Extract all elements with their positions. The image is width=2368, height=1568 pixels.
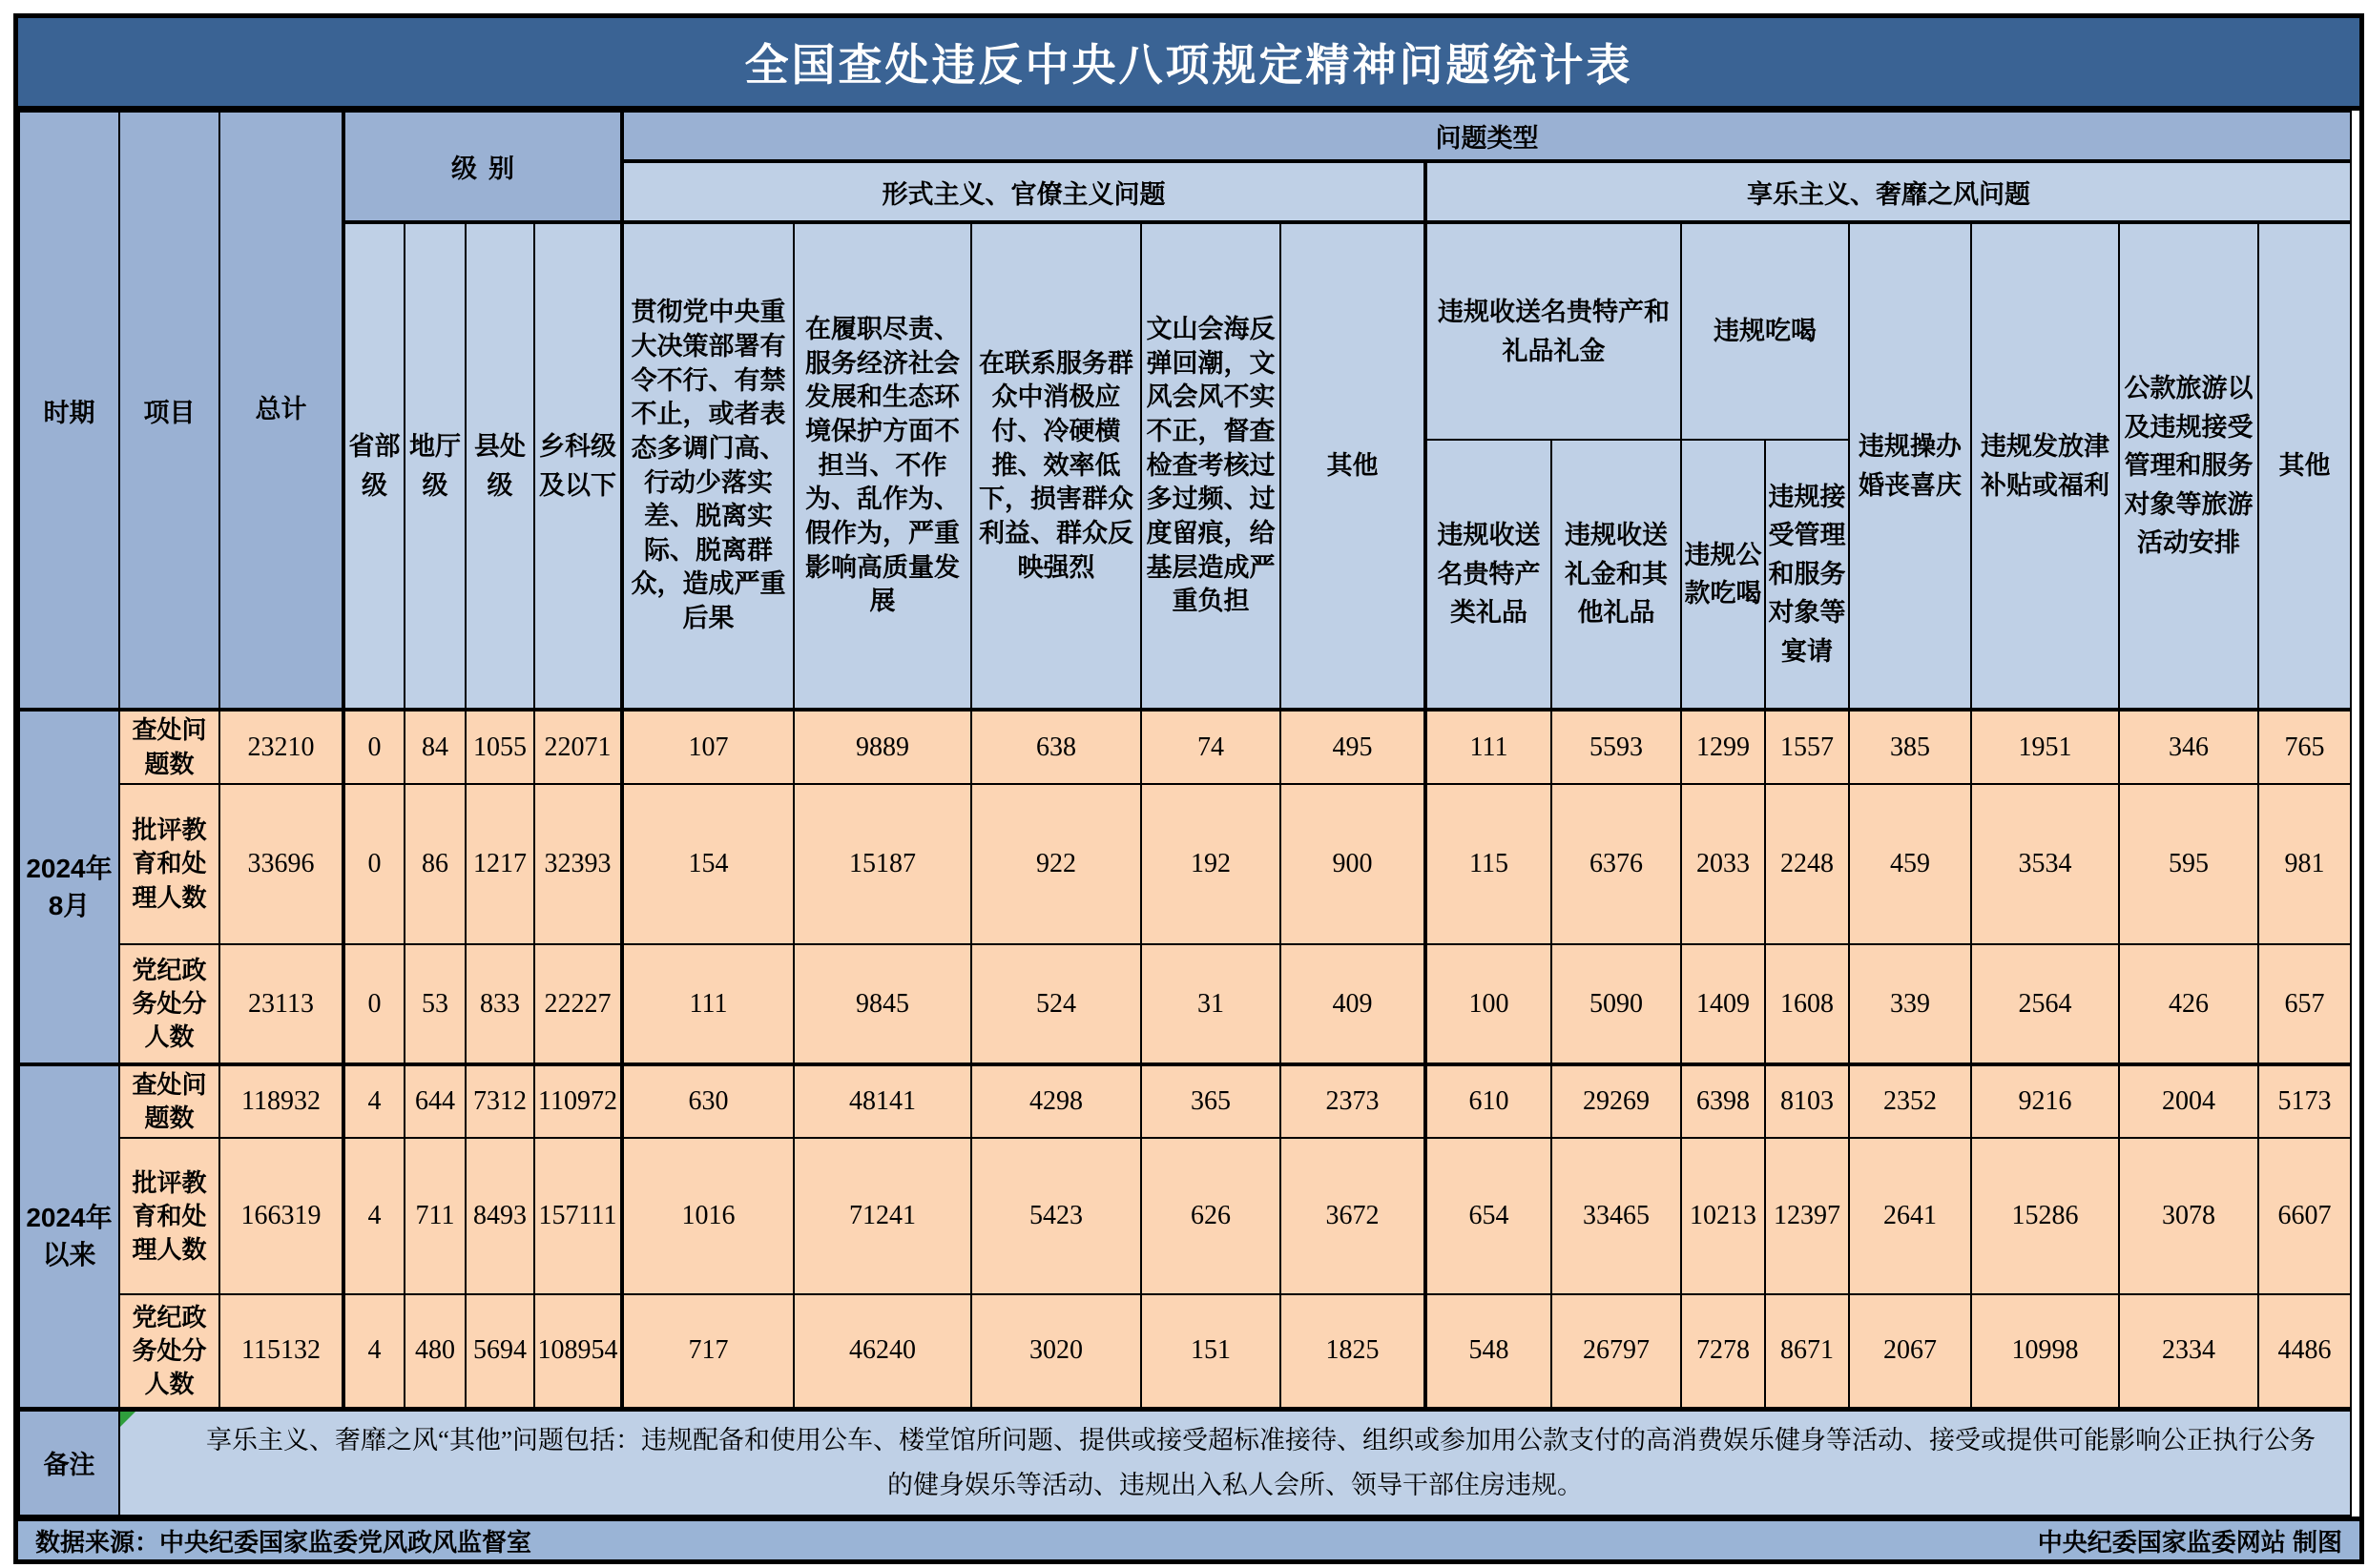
data-cell: 3020 (971, 1294, 1141, 1409)
data-cell: 6376 (1551, 784, 1681, 944)
data-cell: 111 (1425, 710, 1551, 784)
data-cell: 1409 (1681, 944, 1765, 1064)
header-problem-type: 问题类型 (622, 112, 2351, 161)
data-cell: 7278 (1681, 1294, 1765, 1409)
data-cell: 46240 (794, 1294, 971, 1409)
header-level-col-4: 乡科级及以下 (534, 222, 622, 710)
period-cell: 2024年以来 (19, 1064, 119, 1409)
data-cell: 922 (971, 784, 1141, 944)
data-cell: 2334 (2119, 1294, 2258, 1409)
data-cell: 765 (2258, 710, 2351, 784)
data-cell: 23210 (219, 710, 343, 784)
data-cell: 5090 (1551, 944, 1681, 1064)
data-cell: 23113 (219, 944, 343, 1064)
data-cell: 15286 (1971, 1138, 2119, 1294)
data-cell: 53 (405, 944, 466, 1064)
data-cell: 4298 (971, 1064, 1141, 1138)
data-cell: 74 (1141, 710, 1280, 784)
data-cell: 4486 (2258, 1294, 2351, 1409)
data-cell: 717 (622, 1294, 794, 1409)
data-cell: 86 (405, 784, 466, 944)
data-cell: 0 (343, 784, 405, 944)
data-cell: 495 (1280, 710, 1425, 784)
header-level-col-2: 地厅级 (405, 222, 466, 710)
data-cell: 833 (466, 944, 534, 1064)
header-hedonism-subcol-3: 违规公款吃喝 (1681, 440, 1765, 710)
excel-corner-mark (120, 1412, 135, 1427)
header-hedonism-group: 享乐主义、奢靡之风问题 (1425, 161, 2351, 222)
item-label: 党纪政务处分人数 (119, 944, 219, 1064)
header-formalism-group: 形式主义、官僚主义问题 (622, 161, 1425, 222)
data-cell: 644 (405, 1064, 466, 1138)
data-cell: 71241 (794, 1138, 971, 1294)
header-period: 时期 (19, 112, 119, 710)
header-hedonism-subcol-1: 违规收送名贵特产类礼品 (1425, 440, 1551, 710)
data-cell: 4 (343, 1064, 405, 1138)
data-cell: 610 (1425, 1064, 1551, 1138)
data-cell: 1217 (466, 784, 534, 944)
page-title: 全国查处违反中央八项规定精神问题统计表 (744, 41, 1633, 90)
data-cell: 630 (622, 1064, 794, 1138)
data-cell: 8103 (1765, 1064, 1849, 1138)
table-frame (13, 13, 2364, 1564)
data-cell: 626 (1141, 1138, 1280, 1294)
data-cell: 346 (2119, 710, 2258, 784)
data-cell: 1557 (1765, 710, 1849, 784)
item-label: 批评教育和处理人数 (119, 784, 219, 944)
header-travel: 公款旅游以及违规接受管理和服务对象等旅游活动安排 (2119, 222, 2258, 710)
data-cell: 9889 (794, 710, 971, 784)
data-cell: 0 (343, 710, 405, 784)
data-cell: 385 (1849, 710, 1971, 784)
data-cell: 409 (1280, 944, 1425, 1064)
data-cell: 5173 (2258, 1064, 2351, 1138)
data-cell: 657 (2258, 944, 2351, 1064)
item-label: 党纪政务处分人数 (119, 1294, 219, 1409)
data-cell: 480 (405, 1294, 466, 1409)
data-cell: 654 (1425, 1138, 1551, 1294)
data-cell: 84 (405, 710, 466, 784)
data-cell: 9216 (1971, 1064, 2119, 1138)
data-cell: 595 (2119, 784, 2258, 944)
data-cell: 339 (1849, 944, 1971, 1064)
period-cell: 2024年8月 (19, 710, 119, 1064)
item-label: 查处问题数 (119, 710, 219, 784)
header-gifts-group: 违规收送名贵特产和礼品礼金 (1425, 222, 1681, 440)
data-cell: 548 (1425, 1294, 1551, 1409)
statistics-table (18, 111, 2352, 1516)
data-cell: 2373 (1280, 1064, 1425, 1138)
data-cell: 100 (1425, 944, 1551, 1064)
data-cell: 111 (622, 944, 794, 1064)
data-cell: 9845 (794, 944, 971, 1064)
data-cell: 32393 (534, 784, 622, 944)
data-cell: 2564 (1971, 944, 2119, 1064)
header-item: 项目 (119, 112, 219, 710)
header-level-col-3: 县处级 (466, 222, 534, 710)
data-cell: 10998 (1971, 1294, 2119, 1409)
remark-label: 备注 (19, 1409, 119, 1516)
data-cell: 711 (405, 1138, 466, 1294)
data-cell: 22227 (534, 944, 622, 1064)
data-cell: 2641 (1849, 1138, 1971, 1294)
data-cell: 2004 (2119, 1064, 2258, 1138)
data-cell: 2352 (1849, 1064, 1971, 1138)
data-cell: 426 (2119, 944, 2258, 1064)
data-cell: 4 (343, 1294, 405, 1409)
header-formalism-col-1: 贯彻党中央重大决策部署有令不行、有禁不止，或者表态多调门高、行动少落实差、脱离实际、脱离群众，造成严重后果 (622, 222, 794, 710)
footer-credit: 中央纪委国家监委网站 制图 (2037, 1527, 2342, 1557)
data-cell: 6398 (1681, 1064, 1765, 1138)
header-hedonism-subcol-2: 违规收送礼金和其他礼品 (1551, 440, 1681, 710)
item-label: 批评教育和处理人数 (119, 1138, 219, 1294)
footer-bar (18, 1516, 2359, 1559)
data-cell: 900 (1280, 784, 1425, 944)
header-hedonism-other: 其他 (2258, 222, 2351, 710)
data-cell: 4 (343, 1138, 405, 1294)
header-formalism-col-3: 在联系服务群众中消极应付、冷硬横推、效率低下，损害群众利益、群众反映强烈 (971, 222, 1141, 710)
data-cell: 10213 (1681, 1138, 1765, 1294)
data-cell: 5593 (1551, 710, 1681, 784)
data-cell: 166319 (219, 1138, 343, 1294)
data-cell: 118932 (219, 1064, 343, 1138)
data-cell: 2248 (1765, 784, 1849, 944)
data-cell: 1299 (1681, 710, 1765, 784)
header-level-col-1: 省部级 (343, 222, 405, 710)
data-cell: 6607 (2258, 1138, 2351, 1294)
data-cell: 1951 (1971, 710, 2119, 784)
data-cell: 8493 (466, 1138, 534, 1294)
data-cell: 22071 (534, 710, 622, 784)
data-cell: 638 (971, 710, 1141, 784)
header-allowances: 违规发放津补贴或福利 (1971, 222, 2119, 710)
data-cell: 1825 (1280, 1294, 1425, 1409)
data-cell: 154 (622, 784, 794, 944)
header-formalism-other: 其他 (1280, 222, 1425, 710)
header-hedonism-subcol-4: 违规接受管理和服务对象等宴请 (1765, 440, 1849, 710)
header-weddings: 违规操办婚丧喜庆 (1849, 222, 1971, 710)
data-cell: 33465 (1551, 1138, 1681, 1294)
data-cell: 157111 (534, 1138, 622, 1294)
title-bar (18, 18, 2359, 111)
data-cell: 524 (971, 944, 1141, 1064)
data-cell: 0 (343, 944, 405, 1064)
data-cell: 2067 (1849, 1294, 1971, 1409)
remark-cell (119, 1409, 2351, 1516)
data-cell: 8671 (1765, 1294, 1849, 1409)
data-cell: 48141 (794, 1064, 971, 1138)
data-cell: 3534 (1971, 784, 2119, 944)
data-cell: 33696 (219, 784, 343, 944)
data-cell: 1016 (622, 1138, 794, 1294)
remark-text: 享乐主义、奢靡之风“其他”问题包括：违规配备和使用公车、楼堂馆所问题、提供或接受超标准接待、组织或参加用公款支付的高消费娱乐健身等活动、接受或提供可能影响公正执行公务的健身娱乐等活动、违规出入私人会所、领导干部住房违规。 (206, 1425, 2316, 1499)
header-formalism-col-2: 在履职尽责、服务经济社会发展和生态环境保护方面不担当、不作为、乱作为、假作为，严重影响高质量发展 (794, 222, 971, 710)
data-cell: 3078 (2119, 1138, 2258, 1294)
data-cell: 1608 (1765, 944, 1849, 1064)
data-cell: 26797 (1551, 1294, 1681, 1409)
data-cell: 192 (1141, 784, 1280, 944)
data-cell: 29269 (1551, 1064, 1681, 1138)
data-cell: 108954 (534, 1294, 622, 1409)
data-cell: 115 (1425, 784, 1551, 944)
footer-source: 数据来源：中央纪委国家监委党风政风监督室 (35, 1527, 532, 1557)
data-cell: 107 (622, 710, 794, 784)
data-cell: 31 (1141, 944, 1280, 1064)
data-cell: 1055 (466, 710, 534, 784)
header-formalism-col-4: 文山会海反弹回潮，文风会风不实不正，督查检查考核过多过频、过度留痕，给基层造成严重负担 (1141, 222, 1280, 710)
data-cell: 459 (1849, 784, 1971, 944)
item-label: 查处问题数 (119, 1064, 219, 1138)
data-cell: 15187 (794, 784, 971, 944)
data-cell: 5694 (466, 1294, 534, 1409)
data-cell: 365 (1141, 1064, 1280, 1138)
data-cell: 3672 (1280, 1138, 1425, 1294)
data-cell: 12397 (1765, 1138, 1849, 1294)
data-cell: 110972 (534, 1064, 622, 1138)
data-cell: 981 (2258, 784, 2351, 944)
header-dining-group: 违规吃喝 (1681, 222, 1849, 440)
data-cell: 151 (1141, 1294, 1280, 1409)
data-cell: 5423 (971, 1138, 1141, 1294)
data-cell: 115132 (219, 1294, 343, 1409)
data-cell: 7312 (466, 1064, 534, 1138)
data-cell: 2033 (1681, 784, 1765, 944)
header-level: 级别 (343, 112, 622, 222)
header-total: 总计 (219, 112, 343, 710)
